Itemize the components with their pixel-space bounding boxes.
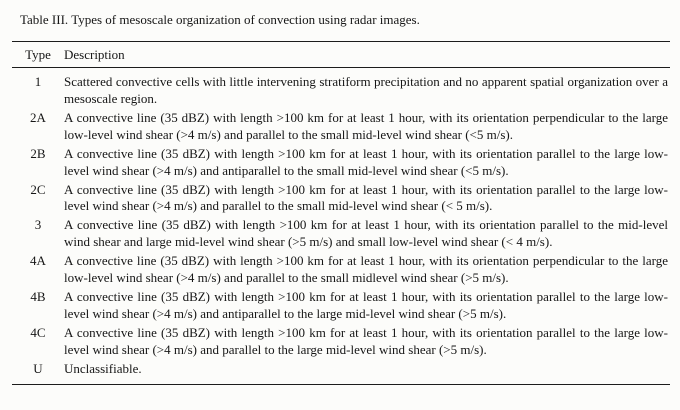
column-header-description: Description (64, 47, 125, 63)
description-cell: Unclassifiable. (64, 360, 142, 376)
table-row (12, 109, 670, 145)
type-cell: 2A (30, 110, 46, 126)
description-cell: A convective line (35 dBZ) with length >100 km for at least 1 hour, with its orientation parallel to the large low-level wind shear (>4 m/s) and antiparallel to the small mid-level wind shear (<5 m/s). (64, 145, 668, 178)
classification-table (12, 41, 670, 385)
type-cell: 4C (30, 324, 46, 340)
type-cell: 2B (30, 145, 46, 161)
table-caption: Table III. Types of mesoscale organization of convection using radar images. (20, 12, 420, 27)
table-row (12, 360, 670, 379)
description-cell: A convective line (35 dBZ) with length >100 km for at least 1 hour, with its orientation parallel to the mid-level wind shear and large mid-level wind shear (>5 m/s) and small low-level wind shear (< 4 m/s). (64, 217, 668, 250)
table-row (12, 252, 670, 288)
description-cell: A convective line (35 dBZ) with length >100 km for at least 1 hour, with its orientation parallel to the large low-level wind shear (>4 m/s) and antiparallel to the large mid-level wind shear (>5 m/s). (64, 288, 668, 321)
description-cell: A convective line (35 dBZ) with length >100 km for at least 1 hour, with its orientation perpendicular to the large low-level wind shear (>4 m/s) and parallel to the small midlevel wind shear (>5 m/s). (64, 253, 668, 286)
type-cell: 2C (30, 181, 46, 197)
description-cell: A convective line (35 dBZ) with length >100 km for at least 1 hour, with its orientation parallel to the large low-level wind shear (>4 m/s) and parallel to the small mid-level wind shear (< 5 m/s). (64, 181, 668, 214)
type-cell: 1 (34, 74, 42, 90)
description-cell: Scattered convective cells with little intervening stratiform precipitation and no apparent spatial organization over a mesoscale region. (64, 74, 668, 107)
table-row (12, 181, 670, 217)
description-cell: A convective line (35 dBZ) with length >100 km for at least 1 hour, with its orientation parallel to the large low-level wind shear (>4 m/s) and parallel to the large mid-level wind shear (>5 m/s). (64, 324, 668, 357)
type-cell: 4B (30, 288, 46, 304)
table-row (12, 324, 670, 360)
table-row (12, 145, 670, 181)
table-row (12, 288, 670, 324)
type-cell: U (33, 360, 43, 376)
type-cell: 4A (30, 253, 46, 269)
table-row (12, 216, 670, 252)
table-body (12, 68, 670, 385)
type-cell: 3 (34, 217, 42, 233)
table-row (12, 73, 670, 109)
table-header-row (12, 42, 670, 68)
description-cell: A convective line (35 dBZ) with length >100 km for at least 1 hour, with its orientation perpendicular to the large low-level wind shear (>4 m/s) and parallel to the small mid-level wind shear (<5 m/s). (64, 110, 668, 142)
column-header-type: Type (25, 47, 51, 63)
